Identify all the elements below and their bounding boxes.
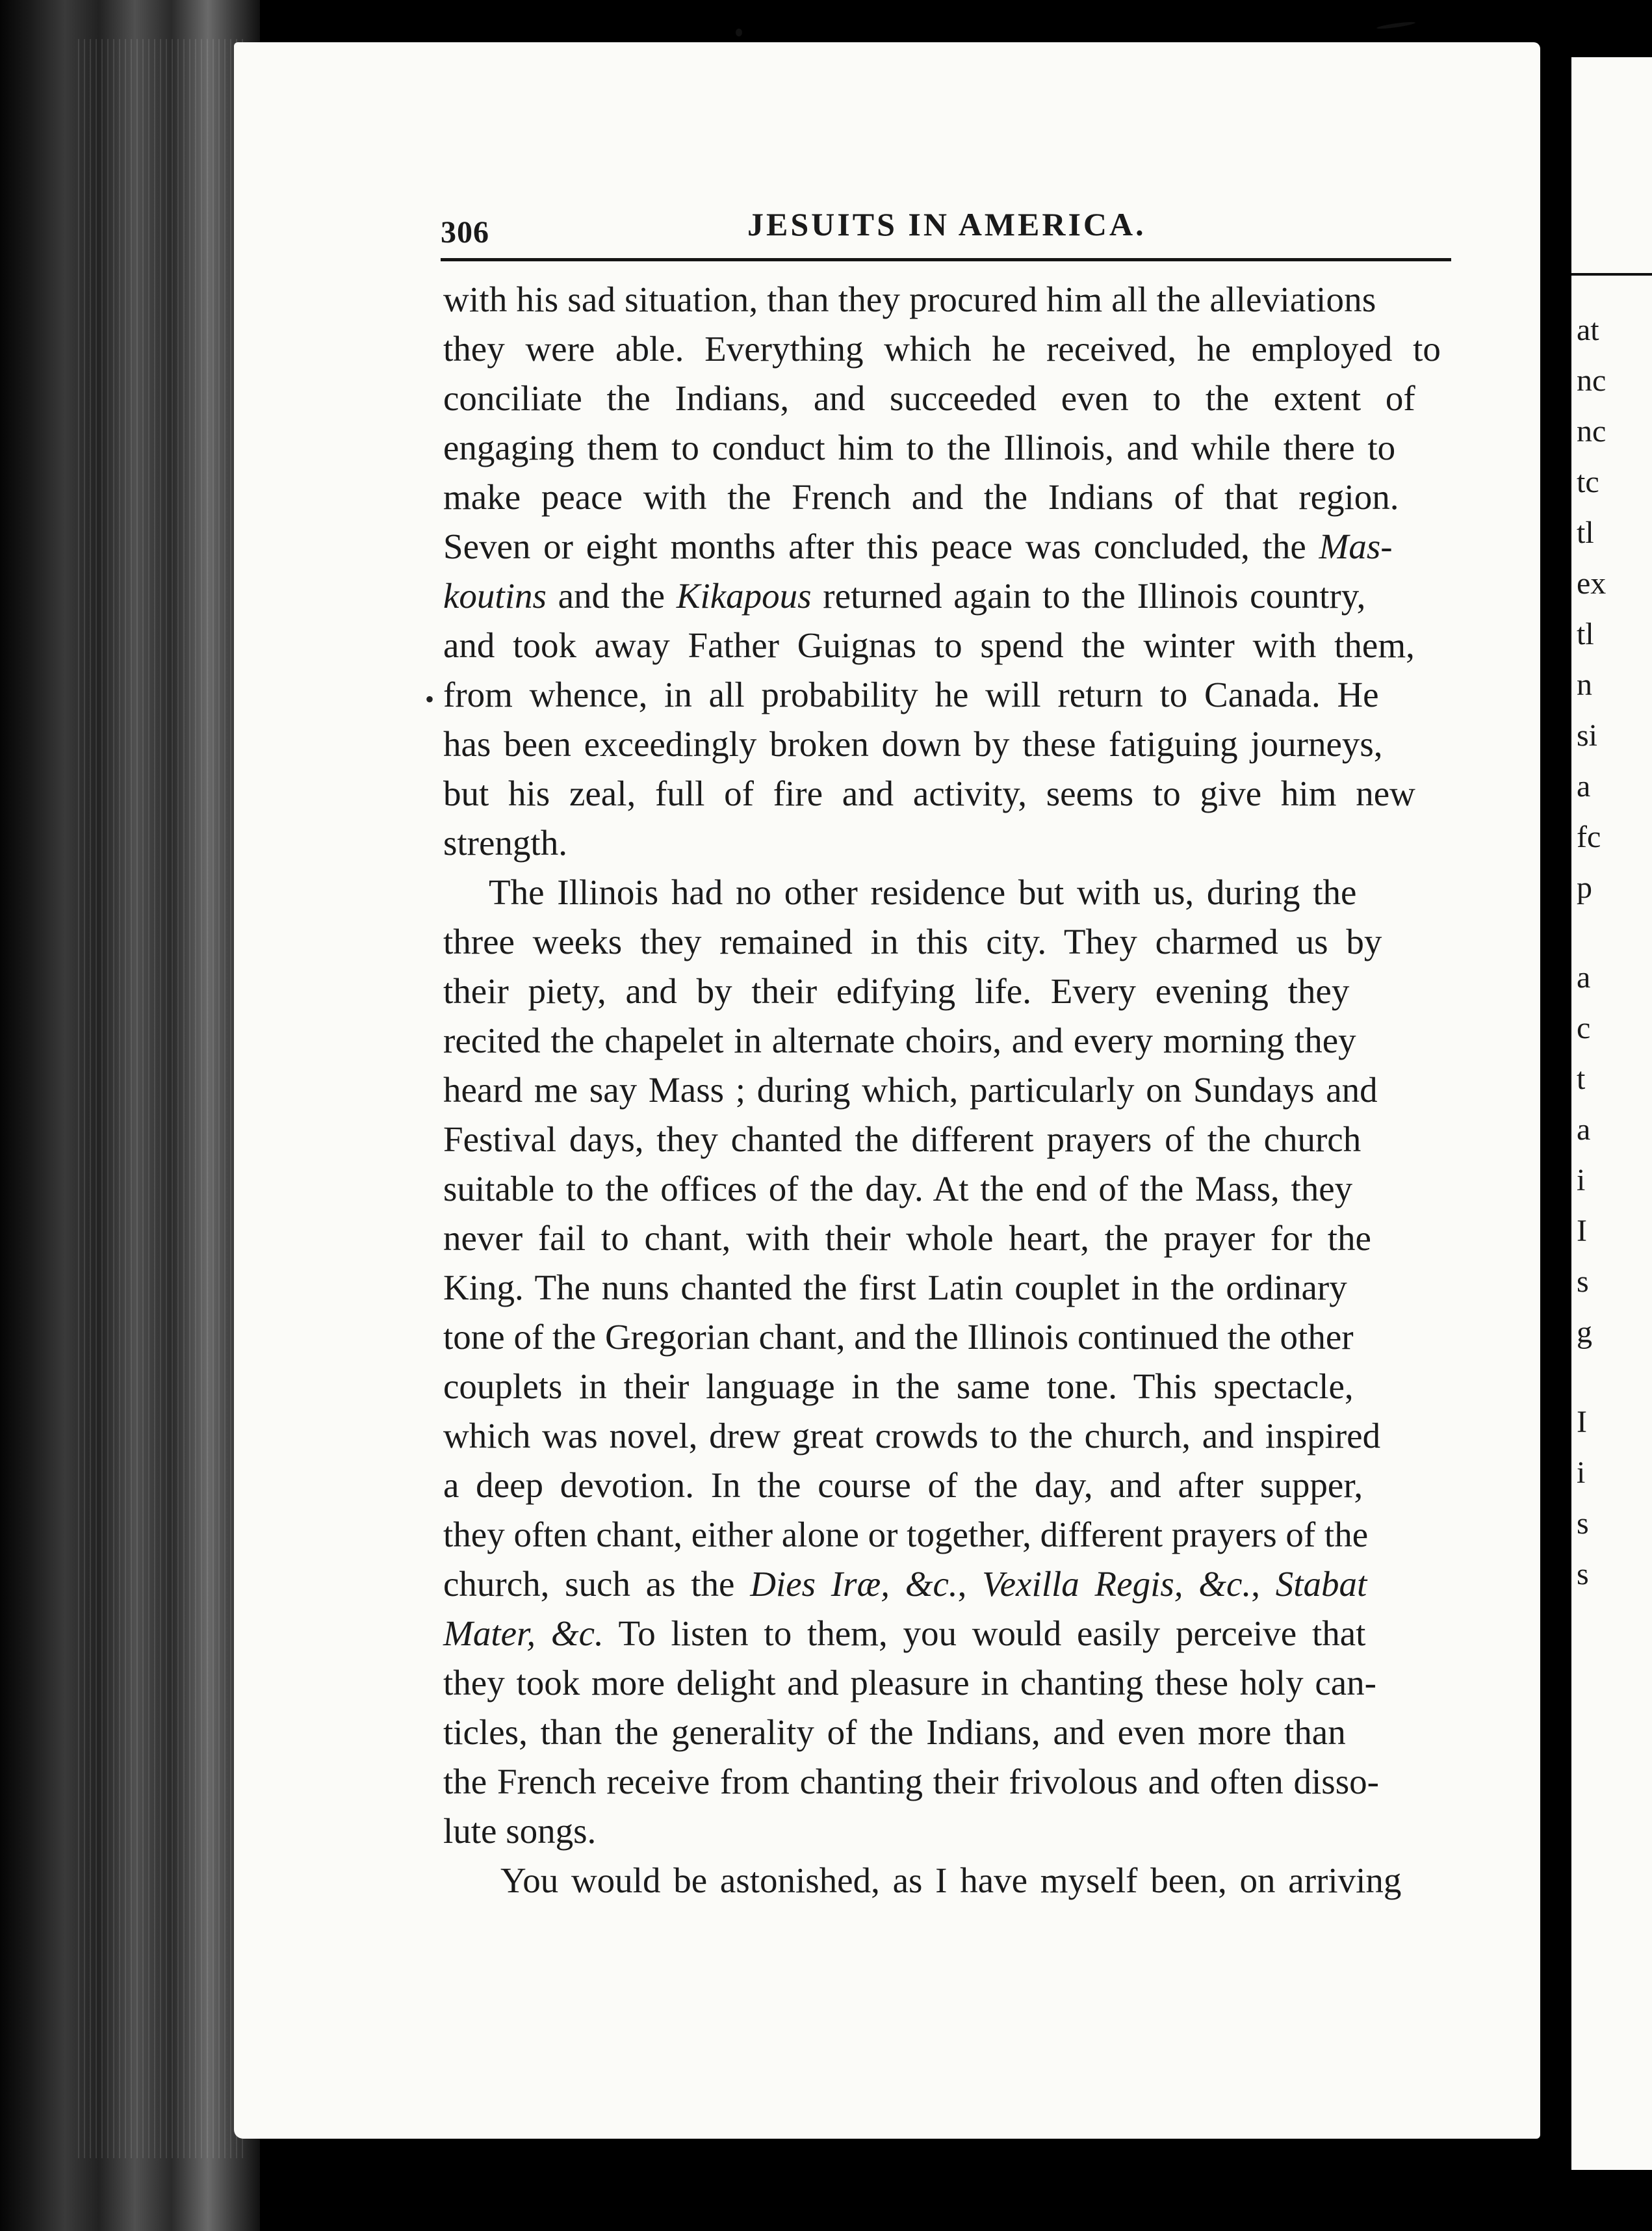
facing-page-fragment: n — [1577, 668, 1592, 702]
facing-page-fragment: tc — [1577, 465, 1599, 499]
text-line: has been exceedingly broken down by these fatiguing journeys, — [443, 724, 1383, 764]
text-line: with his sad situation, than they procured him all the alleviations — [443, 280, 1376, 319]
facing-page-fragment: ex — [1577, 566, 1607, 601]
text-line: couplets in their language in the same tone. This spectacle, — [443, 1366, 1354, 1406]
facing-page-fragment: si — [1577, 718, 1598, 753]
text-line: ticles, than the generality of the Indians, and even more than — [443, 1712, 1346, 1752]
facing-page-fragment: i — [1577, 1163, 1586, 1197]
text-line: You would be astonished, as I have myself been, on arriving — [500, 1860, 1402, 1900]
facing-page-fragment: fc — [1577, 820, 1601, 854]
text-line: from whence, in all probability he will return to Canada. He — [443, 675, 1379, 714]
facing-page-fragment: a — [1577, 960, 1591, 995]
text-line: Festival days, they chanted the different prayers of the church — [443, 1119, 1362, 1159]
facing-page-fragment: nc — [1577, 414, 1607, 449]
text-line: which was novel, drew great crowds to the church, and inspired — [443, 1416, 1381, 1455]
facing-page-fragment: I — [1577, 1214, 1587, 1248]
facing-page-fragment: i — [1577, 1455, 1586, 1490]
facing-page-fragment: at — [1577, 313, 1599, 347]
text-line: heard me say Mass ; during which, particularly on Sundays and — [443, 1070, 1378, 1110]
text-line: they took more delight and pleasure in chanting these holy can- — [443, 1663, 1376, 1703]
text-line: three weeks they remained in this city. They charmed us by — [443, 922, 1382, 961]
facing-page-fragment: I — [1577, 1405, 1587, 1439]
running-title: JESUITS IN AMERICA. — [747, 206, 1146, 242]
margin-mark: • — [425, 685, 435, 714]
text-line: a deep devotion. In the course of the day, and after supper, — [443, 1465, 1363, 1505]
text-line: lute songs. — [443, 1811, 597, 1851]
facing-page-fragment: a — [1577, 769, 1591, 803]
facing-page-fragment: a — [1577, 1112, 1591, 1147]
book-page-edge-lines — [78, 39, 247, 2158]
text-line: suitable to the offices of the day. At the end of the Mass, they — [443, 1169, 1353, 1208]
text-line: The Illinois had no other residence but with us, during the — [489, 872, 1357, 912]
page-number: 306 — [441, 215, 489, 250]
facing-page-fragment: tl — [1577, 617, 1594, 651]
facing-page-header-rule — [1571, 273, 1652, 276]
text-line: Mater, &c. To listen to them, you would easily perceive that — [443, 1613, 1366, 1653]
text-line: Seven or eight months after this peace was concluded, the Mas- — [443, 527, 1393, 566]
text-line: engaging them to conduct him to the Illinois, and while there to — [443, 428, 1396, 467]
facing-page-fragment: nc — [1577, 363, 1607, 398]
text-line: tone of the Gregorian chant, and the Illinois continued the other — [443, 1317, 1354, 1357]
text-line: church, such as the Dies Iræ, &c., Vexilla Regis, &c., Stabat — [443, 1564, 1367, 1604]
text-line: never fail to chant, with their whole heart, the prayer for the — [443, 1218, 1371, 1258]
text-line: King. The nuns chanted the first Latin couplet in the ordinary — [443, 1268, 1347, 1307]
facing-page-fragment: g — [1577, 1315, 1592, 1350]
text-line: but his zeal, full of fire and activity, seems to give him new — [443, 774, 1415, 813]
scan-speck — [736, 29, 742, 36]
header-rule — [441, 258, 1451, 261]
text-line: koutins and the Kikapous returned again to the Illinois country, — [443, 576, 1366, 616]
facing-page-fragment: t — [1577, 1062, 1586, 1096]
facing-page-fragment: s — [1577, 1264, 1589, 1299]
text-line: their piety, and by their edifying life. Every evening they — [443, 971, 1350, 1011]
facing-page-fragment: p — [1577, 870, 1592, 905]
facing-page-fragment: c — [1577, 1011, 1591, 1045]
text-line: conciliate the Indians, and succeeded even to the extent of — [443, 378, 1415, 418]
text-line: make peace with the French and the Indians of that region. — [443, 477, 1399, 517]
facing-page-fragment: tl — [1577, 515, 1594, 550]
text-line: strength. — [443, 823, 567, 863]
scan-speck — [1376, 21, 1415, 30]
text-line: and took away Father Guignas to spend the winter with them, — [443, 625, 1415, 665]
text-line: recited the chapelet in alternate choirs, and every morning they — [443, 1021, 1356, 1060]
text-line: the French receive from chanting their frivolous and often disso- — [443, 1762, 1379, 1801]
facing-page-fragment: s — [1577, 1506, 1589, 1541]
text-line: they often chant, either alone or together, different prayers of the — [443, 1515, 1369, 1554]
text-line: they were able. Everything which he received, he employed to — [443, 329, 1441, 369]
facing-page-fragment: s — [1577, 1557, 1589, 1591]
facing-page — [1571, 57, 1652, 2170]
